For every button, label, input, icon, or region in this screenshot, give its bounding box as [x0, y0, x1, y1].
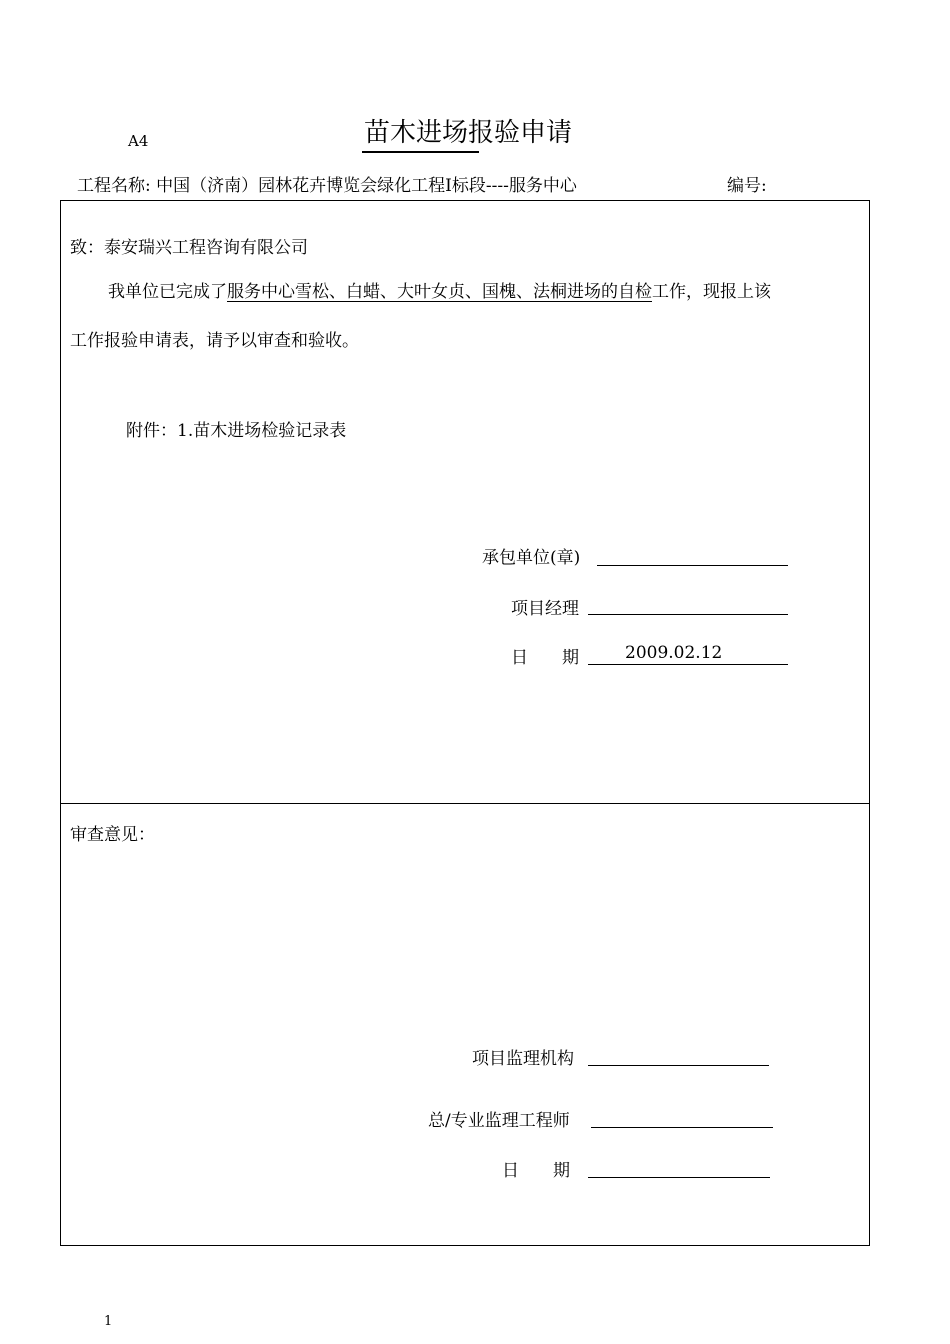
manager-signature-line [588, 614, 788, 615]
application-body-line2: 工作报验申请表，请予以审查和验收。 [70, 331, 359, 351]
manager-label: 项目经理 [511, 599, 579, 619]
supervision-org-signature-line [588, 1065, 769, 1066]
review-section [60, 803, 870, 1246]
recipient-line: 致：泰安瑞兴工程咨询有限公司 [70, 238, 308, 258]
review-date-label: 日 期 [502, 1161, 570, 1181]
page-title: 苗木进场报验申请 [364, 118, 573, 148]
engineer-label: 总/专业监理工程师 [428, 1111, 570, 1131]
page-number: 1 [104, 1314, 113, 1329]
review-opinion-label: 审查意见： [70, 825, 155, 845]
title-underline [362, 151, 479, 153]
contractor-label: 承包单位(章) [482, 548, 581, 568]
number-label: 编号: [727, 176, 767, 196]
form-code: A4 [128, 132, 149, 150]
supervision-org-label: 项目监理机构 [472, 1049, 574, 1069]
body-suffix: 工作，现报上该 [652, 282, 771, 302]
body-prefix: 我单位已完成了 [108, 282, 227, 302]
project-name: 工程名称: 中国（济南）园林花卉博览会绿化工程Ⅰ标段----服务中心 [77, 176, 577, 196]
attachment-line: 附件：1.苗木进场检验记录表 [126, 421, 347, 441]
date-line [588, 664, 788, 665]
date-label: 日 期 [511, 648, 579, 668]
application-body-line1 [108, 277, 771, 302]
engineer-signature-line [591, 1127, 773, 1128]
body-work-items: 服务中心雪松、白蜡、大叶女贞、国槐、法桐进场的自检 [227, 282, 652, 302]
review-date-line [588, 1177, 770, 1178]
date-value: 2009.02.12 [625, 643, 723, 663]
contractor-signature-line [597, 565, 788, 566]
